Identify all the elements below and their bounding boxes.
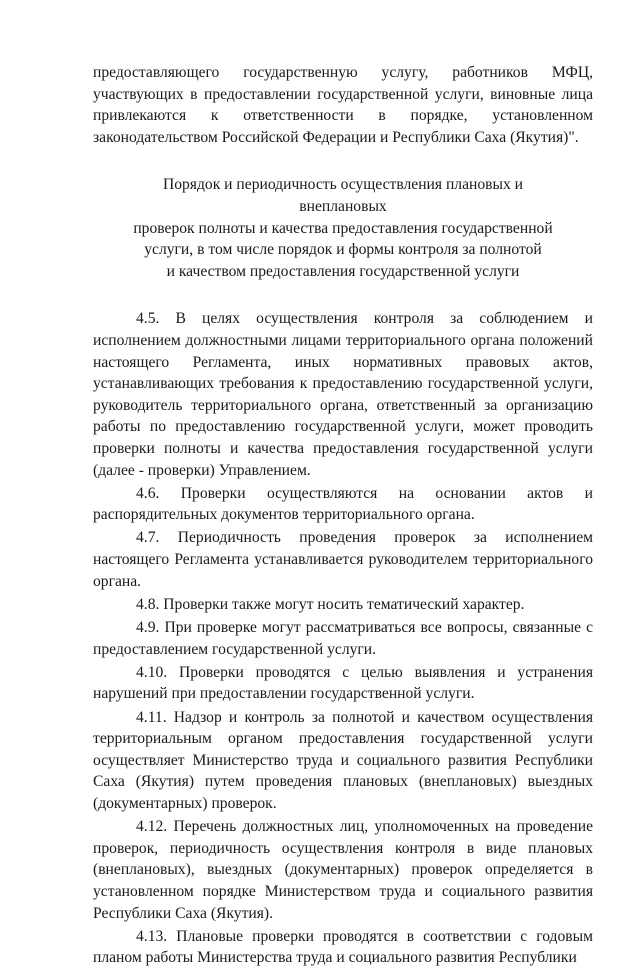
clause-4-10: 4.10. Проверки проводятся с целью выявления и устранения нарушений при предоставлении государственной услуги. xyxy=(93,663,593,703)
section-heading xyxy=(93,174,593,282)
clause-4-7: 4.7. Периодичность проведения проверок за исполнением настоящего Регламента устанавливается руководителем территориального органа. xyxy=(93,529,593,590)
clause-4-9: 4.9. При проверке могут рассматриваться все вопросы, связанные с предоставлением государственной услуги. xyxy=(93,619,593,658)
document-page xyxy=(93,62,593,971)
clause-4-6: 4.6. Проверки осуществляются на основании актов и распорядительных документов территориального органа. xyxy=(93,484,593,524)
clause-4-11: 4.11. Надзор и контроль за полнотой и качеством осуществления территориальным органом предоставления государственной услуги осуществляет Министерство труда и социального развития Республики Саха (Якутия) путем проведения плановых (внеплановых) выездных (документарных) проверок. xyxy=(93,708,593,812)
clause-4-5: 4.5. В целях осуществления контроля за соблюдением и исполнением должностными лицами территориального органа положений настоящего Регламента, иных нормативных правовых актов, устанавливающих требования к предоставлению государственной услуги, руководитель территориального органа, ответственный за организацию работы по предоставлению государственной услуги, может проводить проверки полноты и качества предоставления государственной услуги (далее - проверки) Управлением. xyxy=(93,310,593,479)
lead-paragraph: предоставляющего государственную услугу, работников МФЦ, участвующих в предоставлении государственной услуги, виновные лица привлекаются к ответственности в порядке, установленном законодательством Российской Федерации и Республики Саха (Якутия)". xyxy=(93,64,593,146)
section-heading-line: проверок полноты и качества предоставления государственной xyxy=(133,219,553,237)
section-heading-line: услуги, в том числе порядок и формы контроля за полнотой xyxy=(144,241,542,259)
clause-4-8: 4.8. Проверки также могут носить тематический характер. xyxy=(136,595,525,613)
clause-4-12: 4.12. Перечень должностных лиц, уполномоченных на проведение проверок, периодичность осуществления контроля в виде плановых (внеплановых), выездных (документарных) проверок определяется в установленном порядке Министерством труда и социального развития Республики Саха (Якутия). xyxy=(93,818,593,922)
clause-4-13: 4.13. Плановые проверки проводятся в соответствии с годовым планом работы Министерства труда и социального развития Республики xyxy=(93,927,593,967)
section-heading-line: и качеством предоставления государственной услуги xyxy=(166,262,520,280)
section-heading-line: Порядок и периодичность осуществления плановых и внеплановых xyxy=(162,176,524,215)
